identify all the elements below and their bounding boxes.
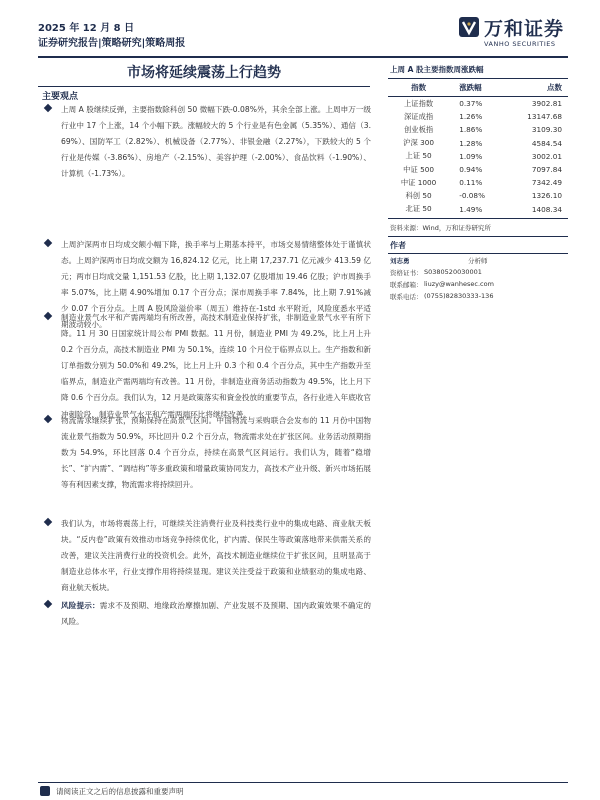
index-change: 0.11% (459, 178, 483, 188)
phone-label: 联系电话： (390, 292, 423, 301)
column-header-index: 指数 (388, 79, 449, 97)
page-title: 市场将延续震荡上行趋势 (127, 65, 281, 81)
table-row (388, 97, 568, 111)
index-name: 创业板指 (404, 124, 434, 134)
risk-text: 需求不及预期、地缘政治摩擦加剧、产业发展不及预期、国内政策效果不确定的风险。 (61, 601, 372, 627)
table-header-row (388, 79, 568, 97)
paragraph-logistics (45, 413, 371, 493)
paragraph-text: 物流需求继续扩张，预期保持在高景气区间。中国物流与采购联合会发布的 11 月份中国物流业景气指数为 50.9%，环比回升 0.2 个百分点，物流需求处在扩张区间。业务活动预期指数为 54.9%，环比回落 0.4 个百分点，持续在高景气区间运行。我们认为，随着“稳增长”、“扩内需”、“调结构”等多重政策和增量政策协同发力，高技术产业升级、新兴市场拓展等有利因素支撑，物流需求将持续回升。 (61, 416, 371, 490)
index-points: 1408.34 (531, 204, 562, 214)
email-value[interactable]: liuzy@wanhesec.com (424, 279, 494, 288)
diamond-bullet-icon (44, 312, 52, 320)
paragraph-risk (45, 598, 371, 630)
index-points: 3902.81 (531, 99, 562, 109)
diamond-bullet-icon (44, 600, 52, 608)
disclaimer-icon (40, 786, 50, 796)
company-logo (458, 14, 568, 54)
logo-text-cn: 万和证券 (484, 18, 565, 40)
index-name: 上证 50 (405, 151, 432, 161)
diamond-bullet-icon (44, 104, 52, 112)
report-type: 证券研究报告|策略研究|策略周报 (38, 38, 186, 49)
diamond-bullet-icon (44, 239, 52, 247)
index-points: 13147.68 (527, 112, 562, 122)
table-row (388, 123, 568, 136)
report-date: 2025 年 12 月 8 日 (38, 23, 135, 34)
index-change: 1.09% (459, 151, 483, 161)
table-row (388, 189, 568, 202)
diamond-bullet-icon (44, 415, 52, 423)
title-divider (38, 86, 370, 87)
author-email-row (388, 278, 568, 290)
table-row (388, 163, 568, 176)
footer-disclaimer: 请阅读正文之后的信息披露和重要声明 (56, 787, 184, 796)
cert-value: S0380520030001 (424, 267, 482, 276)
index-points: 4584.54 (531, 138, 562, 148)
phone-value: (0755)82830333-136 (424, 291, 494, 300)
paragraph-text: 上周沪深两市日均成交额小幅下降，换手率与上期基本持平，市场交易情绪整体处于谨慎状态。上周沪深两市日均成交额为 16,824.12 亿元，比上期 17,237.71 亿元减少 413.59 亿元；两市日均成交量 1,151.53 亿股，比上期 1,132.07 亿股增加 19.46 亿股；沪市周换手率 5.07%，比上期 4.90%增加 0.17 个百分点；深市周换手率 7.84%，比上期 7.91%减少 0.07 个百分点。上周 A 股风险溢价率（周五）维持在-1std 水平附近，风险度悉水平适期波动较小。 (61, 240, 371, 330)
email-label: 联系邮箱： (390, 280, 423, 289)
risk-label: 风险提示： (61, 601, 100, 610)
risk-text-block (61, 598, 371, 630)
index-name: 深证成指 (404, 111, 434, 121)
author-role: 分析师 (468, 256, 488, 265)
author-name-row (388, 254, 568, 266)
index-change: 0.94% (459, 165, 483, 175)
paragraph-text: 制造业景气水平和产需两端均有所改善，高技术制造业保持扩张，非制造业景气水平有所下降。11 月 30 日国家统计局公布 PMI 数据。11 月份，制造业 PMI 为 49.2%，比上月上升 0.2 个百分点，高技术制造业 PMI 为 50.1%，连续 10 个月位于临界点以上。生产指数和新订单指数分别为 50.0%和 49.2%，比上月上升 0.3 个和 0.4 个百分点，其中生产指数升至临界点，制造业产需两端均有改善。11 月份，非制造业商务活动指数为 49.5%，比上月下降 0.6 个百分点。我们认为，12 月是政策落实和資金投放的重要节点，各行业进入年底收官冲刺阶段，制造业景气水平和产需两端环比将继续改善。 (61, 313, 371, 419)
diamond-bullet-icon (44, 518, 52, 526)
paragraph-outlook (45, 516, 371, 596)
section-heading: 主要观点 (42, 92, 79, 102)
index-points: 7342.49 (531, 178, 562, 188)
paragraph-market-review (45, 102, 371, 182)
index-name: 中证 1000 (400, 177, 437, 187)
index-name: 沪深 300 (403, 138, 435, 148)
header-divider (38, 56, 568, 58)
logo-text-en: VANHO SECURITIES (484, 40, 556, 48)
index-change: 0.37% (459, 99, 483, 109)
index-table (388, 79, 568, 216)
index-change: 1.26% (459, 112, 483, 122)
index-change: 1.49% (459, 204, 483, 214)
index-points: 7097.84 (531, 165, 562, 175)
index-name: 科创 50 (405, 190, 432, 200)
index-points: 3109.30 (531, 125, 562, 135)
table-row (388, 176, 568, 189)
column-header-change: 涨跌幅 (449, 79, 503, 97)
sidebar-panel (388, 62, 568, 302)
author-cert-row (388, 266, 568, 278)
author-phone-row (388, 290, 568, 302)
index-change: 1.86% (459, 125, 483, 135)
author-heading: 作者 (388, 237, 568, 254)
table-row (388, 150, 568, 163)
table-row (388, 137, 568, 150)
paragraph-text: 我们认为，市场将震荡上行，可继续关注消费行业及科技类行业中的集成电路、商业航天板块。“反内卷”政策有效推动市场竞争持续优化，扩内需、保民生等政策落地带来供需关系的改善，建议关注消费行业的投资机会。此外，高技术制造业继续位于扩张区间，且明显高于制造业总体水平，行业支撑作用将持续显现。建议关注受益于政策和业绩驱动的集成电路、商业航天板块。 (61, 519, 371, 593)
index-table-title: 上周 A 股主要指数周涨跌幅 (388, 62, 568, 79)
index-points: 1326.10 (531, 191, 562, 201)
table-row (388, 110, 568, 123)
author-name: 刘志勇 (390, 256, 410, 265)
table-source: 资料来源：Wind，万和证券研究所 (388, 218, 568, 237)
cert-label: 资格证书： (390, 268, 423, 277)
index-name: 北证 50 (405, 204, 432, 214)
paragraph-pmi (45, 310, 371, 423)
column-header-points: 点数 (503, 79, 568, 97)
paragraph-text: 上周 A 股继续反弹，主要指数除科创 50 微幅下跌-0.08%外，其余全部上涨。上周申万一级行业中 17 个上涨，14 个小幅下跌。涨幅较大的 5 个行业是有色金属（5.35%）、通信（3.69%）、国防军工（2.82%）、机械设备（2.77%）、非银金融（2.27%），下跌较大的 5 个行业是传媒（-3.86%）、房地产（-2.15%）、美容护理（-2.00%）、食品饮料（-1.90%）、计算机（-1.73%）。 (61, 105, 371, 179)
footer-divider (38, 782, 568, 783)
index-name: 中证 500 (403, 164, 435, 174)
index-points: 3002.01 (531, 151, 562, 161)
logo-mark-icon (458, 16, 480, 38)
index-name: 上证指数 (404, 98, 434, 108)
index-change: -0.08% (459, 191, 486, 201)
index-change: 1.28% (459, 138, 483, 148)
table-row (388, 203, 568, 216)
